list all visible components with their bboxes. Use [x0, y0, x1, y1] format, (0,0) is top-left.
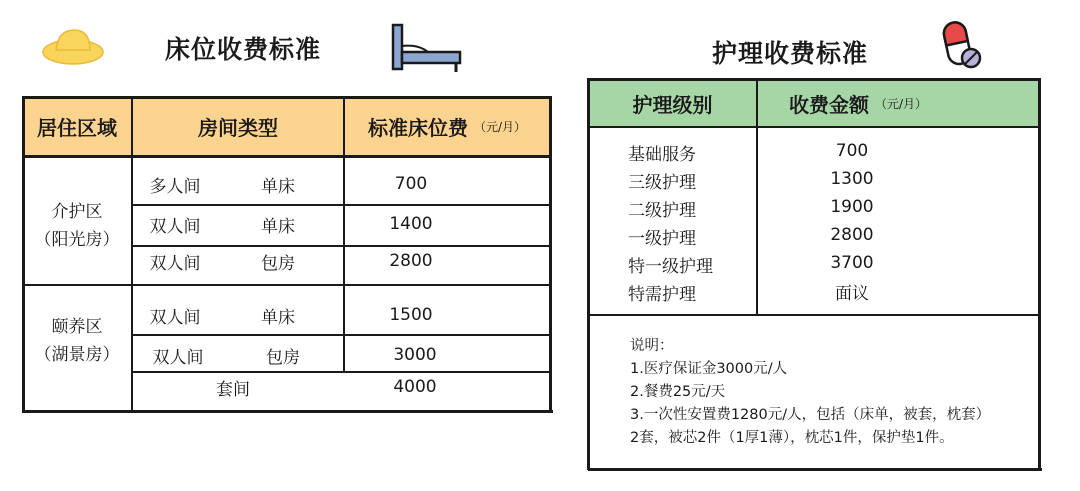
header-fee-unit: （元/月）	[874, 96, 928, 111]
zone-name	[22, 198, 132, 254]
price-value: 2800	[389, 251, 433, 271]
bed-fee-title: 床位收费标准	[165, 35, 322, 64]
price-value: 1500	[389, 305, 433, 325]
care-level: 二级护理	[628, 201, 696, 221]
care-level: 一级护理	[628, 229, 696, 249]
zone-name	[22, 313, 132, 369]
header-area: 居住区域	[37, 116, 117, 140]
price-value: 1400	[389, 214, 433, 234]
note-line: 1.医疗保证金3000元/人	[630, 361, 788, 377]
room-type: 套间	[216, 379, 250, 400]
care-level: 三级护理	[628, 173, 696, 193]
header-fee	[758, 80, 958, 126]
care-fee: 1900	[830, 197, 874, 217]
room-type: 双人间	[149, 216, 201, 237]
care-fee: 700	[835, 141, 869, 161]
note-line: 2套，被芯2件（1厚1薄），枕芯1件，保护垫1件。	[630, 430, 954, 446]
care-fee: 2800	[830, 225, 874, 245]
bed-type: 包房	[261, 253, 295, 274]
header-price	[345, 97, 549, 156]
bed-type: 单床	[261, 176, 295, 197]
capsule-pill-icon	[938, 18, 986, 70]
price-value: 700	[394, 174, 428, 194]
bed-type: 包房	[266, 347, 300, 368]
bed-icon	[390, 22, 466, 74]
bed-type: 单床	[261, 216, 295, 237]
header-fee-label: 收费金额	[788, 92, 869, 117]
bed-type	[268, 373, 308, 401]
note-line: 3.一次性安置费1280元/人，包括（床单，被套，枕套）	[630, 407, 991, 423]
notes-heading: 说明：	[630, 338, 674, 354]
care-level: 特需护理	[628, 285, 696, 305]
room-type: 双人间	[149, 307, 201, 328]
care-fee-title: 护理收费标准	[712, 39, 869, 68]
header-price-label: 标准床位费	[367, 116, 468, 140]
care-fee: 1300	[830, 169, 874, 189]
bed-type: 单床	[261, 307, 295, 328]
care-level: 特一级护理	[628, 257, 713, 277]
note-line: 2.餐费25元/天	[630, 384, 726, 400]
care-fee: 面议	[835, 283, 869, 304]
header-room-type: 房间类型	[198, 116, 278, 140]
room-type: 多人间	[149, 176, 201, 197]
zone-name-line2: （阳光房）	[34, 230, 120, 250]
price-value: 3000	[393, 345, 437, 365]
room-type: 双人间	[152, 347, 204, 368]
zone-name-line2: （湖景房）	[34, 345, 120, 365]
room-type: 双人间	[149, 253, 201, 274]
straw-hat-icon	[40, 24, 106, 68]
zone-name-line1: 颐养区	[51, 317, 103, 337]
zone-name-line1: 介护区	[51, 202, 103, 222]
price-value: 4000	[393, 377, 437, 397]
header-price-unit: （元/月）	[473, 120, 527, 134]
care-level: 基础服务	[628, 145, 696, 165]
header-care-level: 护理级别	[632, 92, 713, 117]
care-fee: 3700	[830, 253, 874, 273]
